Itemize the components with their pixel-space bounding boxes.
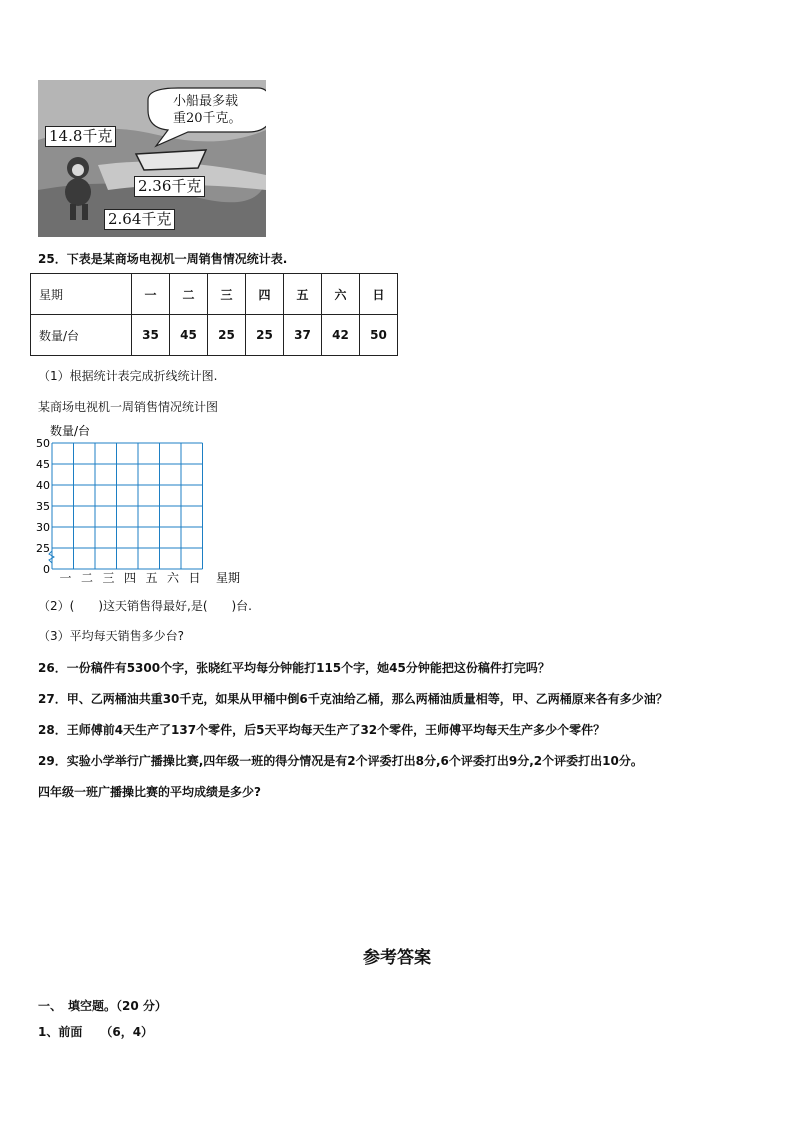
x-tick-label: 二 <box>80 571 94 585</box>
sales-table <box>30 273 398 356</box>
table-cell-day: 六 <box>322 274 360 315</box>
chart-y-label: 数量/台 <box>50 424 91 438</box>
y-tick-label: 25 <box>36 542 50 555</box>
chart-y-axis <box>36 437 50 576</box>
question-26-text: 26．一份稿件有5300个字，张晓红平均每分钟能打115个字，她45分钟能把这份稿件打完吗？ <box>38 661 550 675</box>
word-problem-illustration <box>38 80 266 237</box>
y-tick-label: 35 <box>36 500 50 513</box>
x-tick-label: 六 <box>166 571 180 585</box>
boat-icon <box>136 150 206 170</box>
x-tick-label: 三 <box>102 571 115 585</box>
table-header-weekday: 星期 <box>31 274 132 315</box>
question-29-text-cont: 四年级一班广播操比赛的平均成绩是多少? <box>38 785 261 799</box>
y-tick-label: 30 <box>36 521 50 534</box>
table-cell-value: 25 <box>246 315 284 356</box>
table-cell-value: 25 <box>208 315 246 356</box>
table-cell-value: 45 <box>170 315 208 356</box>
table-cell-value: 37 <box>284 315 322 356</box>
table-header-quantity: 数量/台 <box>31 315 132 356</box>
weight-label-monkey: 14.8千克 <box>45 126 116 147</box>
chart-grid <box>52 443 203 569</box>
table-cell-day: 三 <box>208 274 246 315</box>
question-25-text: 25．下表是某商场电视机一周销售情况统计表. <box>38 252 288 266</box>
x-tick-label: 日 <box>188 571 201 585</box>
x-tick-label: 一 <box>59 571 72 585</box>
x-tick-label: 四 <box>123 571 137 585</box>
table-cell-day: 一 <box>132 274 170 315</box>
table-row <box>31 315 398 356</box>
x-tick-label: 五 <box>145 571 158 585</box>
chart-x-axis <box>59 571 200 585</box>
y-tick-label: 50 <box>36 437 50 450</box>
y-tick-label: 0 <box>43 563 50 576</box>
answer-section-1: 一、 填空题。（20 分） <box>38 999 167 1013</box>
line-chart <box>30 420 260 590</box>
table-cell-day: 五 <box>284 274 322 315</box>
weight-label-box-2: 2.64千克 <box>104 209 175 230</box>
table-row <box>31 274 398 315</box>
question-28-text: 28．王师傅前4天生产了137个零件，后5天平均每天生产了32个零件，王师傅平均每天生产多少个零件？ <box>38 723 606 737</box>
question-27-text: 27．甲、乙两桶油共重30千克，如果从甲桶中倒6千克油给乙桶，那么两桶油质量相等，甲、乙两桶原来各有多少油？ <box>38 692 668 706</box>
chart-title: 某商场电视机一周销售情况统计图 <box>38 400 219 414</box>
answer-1: 1、前面 （6，4） <box>38 1025 154 1039</box>
bubble-line-2: 重20千克。 <box>173 111 242 126</box>
table-cell-value: 42 <box>322 315 360 356</box>
question-25-part-2: （2）( )这天销售得最好,是( )台. <box>38 599 252 613</box>
weight-label-box-1: 2.36千克 <box>134 176 205 197</box>
bubble-line-1: 小船最多载 <box>173 94 239 109</box>
question-29-text: 29．实验小学举行广播操比赛,四年级一班的得分情况是有2个评委打出8分,6个评委打出9分,2个评委打出10分。 <box>38 754 643 768</box>
table-cell-day: 日 <box>360 274 398 315</box>
answer-title: 参考答案 <box>363 948 431 968</box>
question-25-part-3: （3）平均每天销售多少台? <box>38 629 185 643</box>
y-tick-label: 45 <box>36 458 50 471</box>
table-cell-day: 二 <box>170 274 208 315</box>
question-25-part-1: （1）根据统计表完成折线统计图. <box>38 369 218 383</box>
y-tick-label: 40 <box>36 479 50 492</box>
table-cell-value: 50 <box>360 315 398 356</box>
table-cell-value: 35 <box>132 315 170 356</box>
table-cell-day: 四 <box>246 274 284 315</box>
chart-x-label: 星期 <box>216 571 241 585</box>
